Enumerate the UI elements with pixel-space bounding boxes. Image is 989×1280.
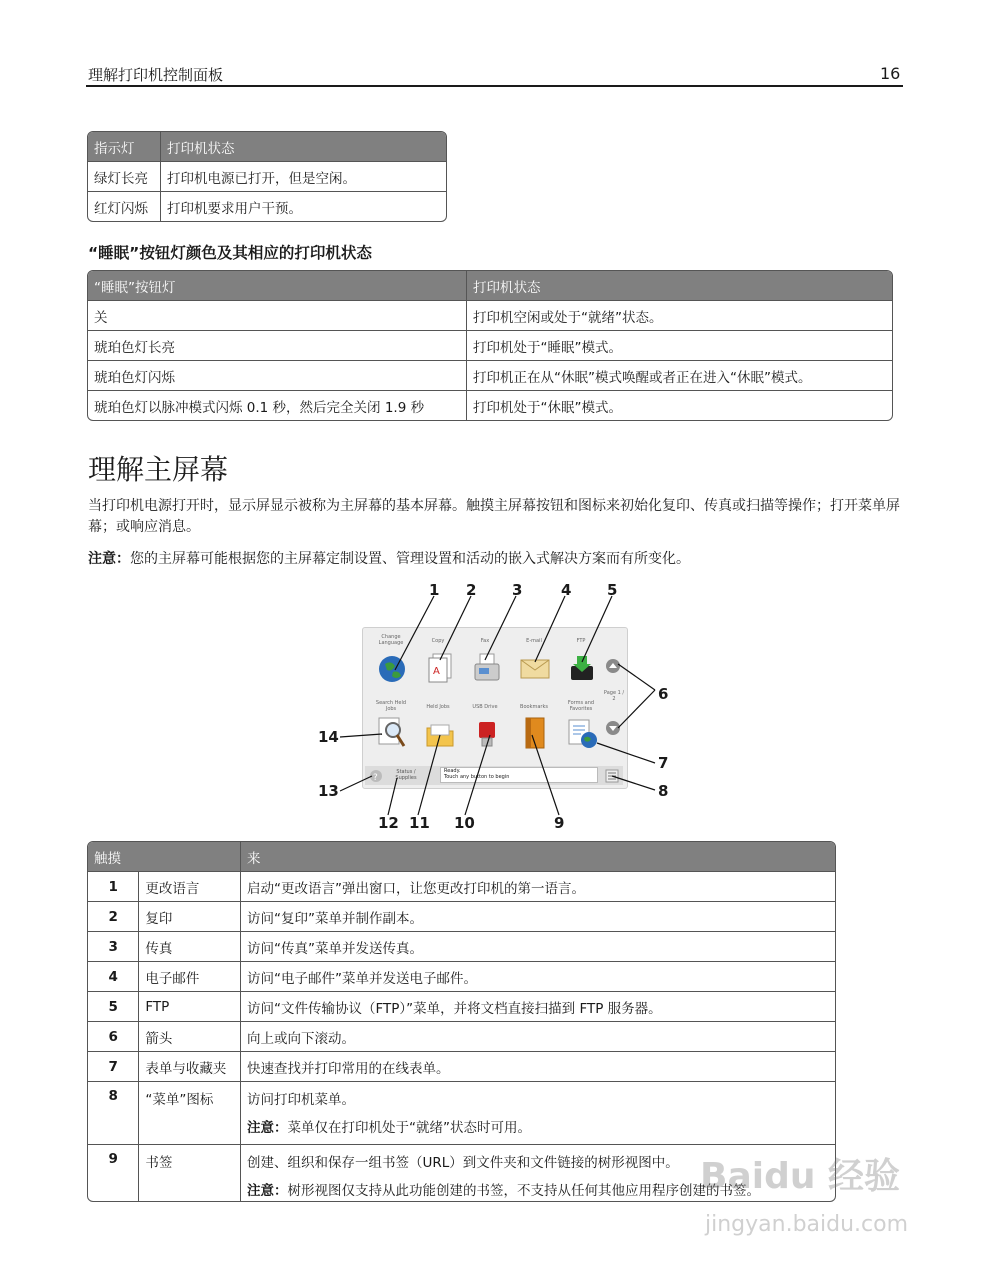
table-cell: 红灯闪烁 (88, 191, 160, 221)
table-row (88, 1081, 835, 1144)
callout-8: 8 (658, 782, 669, 800)
status-supplies-button[interactable]: Status / Supplies (395, 769, 417, 781)
table-header-cell: 打印机状态 (160, 132, 446, 161)
callout-13: 13 (318, 782, 339, 800)
section-title: “睡眠”按钮灯颜色及其相应的打印机状态 (88, 244, 372, 262)
row-name: FTP (138, 991, 240, 1021)
row-number: 9 (88, 1144, 138, 1201)
table-cell: 绿灯长亮 (88, 161, 160, 191)
table-header-cell: 打印机状态 (466, 271, 892, 300)
table-row (88, 871, 835, 901)
icon-label-email: E-mail (526, 638, 542, 644)
row-desc: 访问“传真”菜单并发送传真。 (240, 931, 835, 961)
row-number: 1 (88, 871, 138, 901)
row-note-text: 树形视图仅支持从此功能创建的书签，不支持从任何其他应用程序创建的书签。 (287, 1183, 760, 1199)
icon-label-ftp: FTP (576, 638, 586, 644)
table-cell: 打印机处于“休眠”模式。 (466, 390, 892, 420)
icon-label-bookmarks: Bookmarks (520, 704, 548, 710)
row-desc-cell (240, 1081, 835, 1144)
page-header-title: 理解打印机控制面板 (88, 66, 224, 84)
row-number: 6 (88, 1021, 138, 1051)
callout-3: 3 (512, 581, 523, 599)
row-name: 传真 (138, 931, 240, 961)
svg-text:?: ? (373, 773, 378, 783)
row-desc: 启动“更改语言”弹出窗口，让您更改打印机的第一语言。 (240, 871, 835, 901)
note-text: 您的主屏幕可能根据您的主屏幕定制设置、管理设置和活动的嵌入式解决方案而有所变化。 (130, 551, 690, 567)
callout-2: 2 (466, 581, 477, 599)
row-desc: 访问打印机菜单。 (247, 1092, 355, 1108)
row-name: 电子邮件 (138, 961, 240, 991)
row-note (247, 1116, 829, 1136)
table-row (88, 931, 835, 961)
icon-label-held-jobs: Held Jobs (426, 704, 450, 710)
table-row (88, 961, 835, 991)
table-header-cell: 触摸 (88, 842, 240, 871)
table-header-cell: 指示灯 (88, 132, 160, 161)
table-cell: 打印机正在从“休眠”模式唤醒或者正在进入“休眠”模式。 (466, 360, 892, 390)
row-number: 2 (88, 901, 138, 931)
ready-subtext: Touch any button to begin (444, 774, 510, 780)
callout-1: 1 (429, 581, 440, 599)
table-cell: 打印机处于“睡眠”模式。 (466, 330, 892, 360)
table-row (88, 991, 835, 1021)
svg-text:A: A (433, 666, 440, 677)
row-desc: 访问“文件传输协议（FTP）”菜单，并将文档直接扫描到 FTP 服务器。 (240, 991, 835, 1021)
callout-9: 9 (554, 814, 565, 832)
callout-14: 14 (318, 728, 339, 746)
row-desc: 访问“电子邮件”菜单并发送电子邮件。 (240, 961, 835, 991)
table-header-cell: “睡眠”按钮灯 (88, 271, 466, 300)
callout-12: 12 (378, 814, 399, 832)
callout-10: 10 (454, 814, 475, 832)
watermark-url: jingyan.baidu.com (705, 1212, 909, 1237)
callout-4: 4 (561, 581, 572, 599)
row-number: 7 (88, 1051, 138, 1081)
icon-label-forms-favorites: Forms and Favorites (567, 700, 595, 712)
table-cell: 琥珀色灯闪烁 (88, 360, 466, 390)
row-desc: 快速查找并打印常用的在线表单。 (240, 1051, 835, 1081)
callout-7: 7 (658, 754, 669, 772)
table-cell: 打印机电源已打开，但是空闲。 (160, 161, 446, 191)
callout-11: 11 (409, 814, 430, 832)
icon-label-usb-drive: USB Drive (472, 704, 498, 710)
table-row (88, 1021, 835, 1051)
row-name: 表单与收藏夹 (138, 1051, 240, 1081)
table-cell: 关 (88, 300, 466, 330)
callout-5: 5 (607, 581, 618, 599)
row-number: 3 (88, 931, 138, 961)
row-note-label: 注意： (247, 1120, 288, 1136)
row-name: 复印 (138, 901, 240, 931)
row-number: 8 (88, 1081, 138, 1144)
watermark-logo: Baidu 经验 (700, 1156, 901, 1197)
icon-label-search-held-jobs: Search Held Jobs (375, 700, 407, 712)
row-desc: 创建、组织和保存一组书签（URL）到文件夹和文件链接的树形视图中。 (247, 1155, 679, 1171)
callout-6: 6 (658, 685, 669, 703)
row-number: 5 (88, 991, 138, 1021)
row-name: 箭头 (138, 1021, 240, 1051)
intro-paragraph: 当打印机电源打开时，显示屏显示被称为主屏幕的基本屏幕。触摸主屏幕按钮和图标来初始化复印、传真或扫描等操作；打开菜单屏幕；或响应消息。 (88, 498, 900, 535)
icon-label-copy: Copy (431, 638, 445, 644)
row-desc: 访问“复印”菜单并制作副本。 (240, 901, 835, 931)
row-name: “菜单”图标 (138, 1081, 240, 1144)
row-name: 书签 (138, 1144, 240, 1201)
note-label: 注意： (88, 551, 130, 567)
row-name: 更改语言 (138, 871, 240, 901)
table-row (88, 901, 835, 931)
table-row (88, 1051, 835, 1081)
table-header-cell: 来 (240, 842, 835, 871)
row-desc: 向上或向下滚动。 (240, 1021, 835, 1051)
page-heading: 理解主屏幕 (88, 453, 229, 486)
page-number: 16 (880, 64, 901, 83)
row-number: 4 (88, 961, 138, 991)
icon-label-change-language: Change Language (378, 634, 404, 646)
page-indicator: Page 1 / 2 (603, 690, 625, 702)
table-cell: 琥珀色灯以脉冲模式闪烁 0.1 秒，然后完全关闭 1.9 秒 (88, 390, 466, 420)
table-cell: 打印机要求用户干预。 (160, 191, 446, 221)
row-note-text: 菜单仅在打印机处于“就绪”状态时可用。 (287, 1120, 531, 1136)
ready-text: Ready. (444, 768, 461, 774)
table-cell: 琥珀色灯长亮 (88, 330, 466, 360)
icon-label-fax: Fax (480, 638, 490, 644)
table-cell: 打印机空闲或处于“就绪”状态。 (466, 300, 892, 330)
row-note-label: 注意： (247, 1183, 288, 1199)
